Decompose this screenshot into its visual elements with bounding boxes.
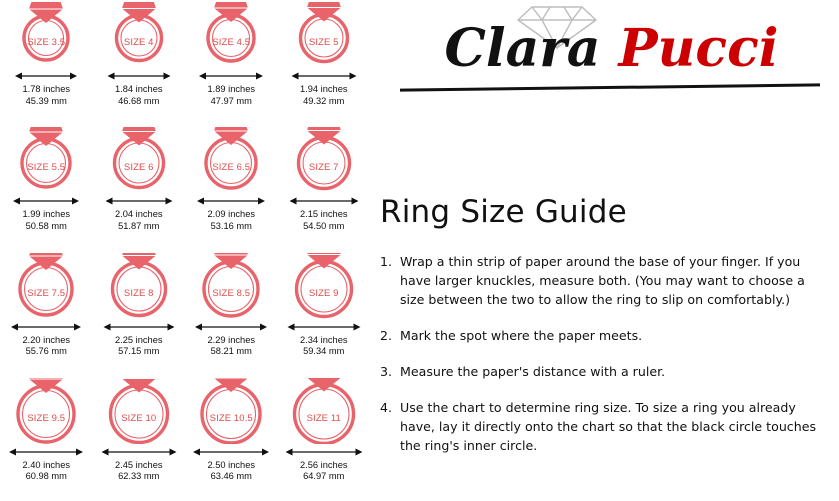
ring-illustration [102,127,176,193]
ring-illustration [194,378,268,444]
ring-measurement [115,209,163,232]
ring-measurement-inches: 2.40 inches [22,459,71,470]
ring-size-cell [185,0,278,125]
ring-size-label: SIZE 9.5 [27,412,66,424]
ring-measurement [300,209,348,232]
ring-measurement-mm: 59.34 mm [303,346,345,356]
ring-size-cell [93,0,186,125]
ring-measurement-mm: 54.50 mm [303,220,345,231]
ring-measurement-inches: 2.09 inches [207,209,256,220]
brand-name [384,18,839,80]
ring-measurement-mm: 58.21 mm [210,346,252,356]
ring-measurement-inches: 1.94 inches [299,84,348,94]
ring-size-cell [185,376,278,501]
ring-measurement-inches: 2.25 inches [114,334,163,345]
ring-measurement [207,84,255,107]
ring-illustration [287,2,361,68]
ring-size-cell [0,376,93,501]
measure-arrow-icon [101,445,177,457]
ring-illustration [9,253,83,319]
measure-arrow-icon [193,320,269,332]
measure-arrow-icon [8,194,84,206]
ring-measurement [207,209,255,232]
ring-illustration [287,127,361,193]
ring-size-chart [0,0,370,501]
ring-measurement-mm: 64.97 mm [303,471,345,482]
ring-measurement-inches: 2.29 inches [207,334,256,345]
step-text: Wrap a thin strip of paper around the base of your finger. If you have larger knuckles, measure both. (You may want to choose a size between the two to allow the ring to slip on comfortably.) [400,254,805,307]
ring-size-cell [185,125,278,250]
ring-size-label: SIZE 7.5 [27,287,66,299]
ring-illustration [194,2,268,68]
ring-illustration [102,253,176,319]
step-number: 2. [380,328,393,343]
ring-measurement-mm: 49.32 mm [303,95,345,106]
ring-measurement [22,209,70,232]
ring-measurement [115,460,163,483]
ring-size-cell [278,0,371,125]
brand-name-first: Clara [444,18,601,79]
measure-arrow-icon [8,320,84,332]
ring-measurement-mm: 51.87 mm [118,220,160,231]
logo-underline [400,83,820,91]
measure-arrow-icon [286,69,362,81]
ring-measurement-mm: 60.98 mm [25,471,67,482]
measure-arrow-icon [286,194,362,206]
ring-measurement-mm: 57.15 mm [118,346,160,356]
measure-arrow-icon [286,320,362,332]
measure-arrow-icon [193,194,269,206]
ring-measurement-mm: 47.97 mm [210,95,252,106]
ring-measurement [207,460,255,483]
step-text: Use the chart to determine ring size. To size a ring you already have, lay it directly onto the chart so that the black circle touches the ring's inner circle. [400,400,817,453]
ring-measurement-mm: 63.46 mm [210,471,252,482]
ring-measurement-mm: 46.68 mm [118,95,160,106]
ring-size-label: SIZE 10 [121,412,157,424]
guide-panel [372,0,839,501]
ring-size-cell [0,0,93,125]
ring-measurement-inches: 2.20 inches [22,334,71,345]
ring-size-cell [278,125,371,250]
ring-size-label: SIZE 11 [306,412,341,424]
ring-size-label: SIZE 5 [308,37,339,48]
brand-logo [372,0,839,112]
ring-illustration [102,378,176,444]
step-number: 1. [380,254,393,269]
ring-size-label: SIZE 10.5 [209,412,253,424]
ring-measurement-mm: 53.16 mm [210,220,252,231]
instruction-step [380,398,820,455]
instruction-step [380,252,820,309]
instruction-step [380,362,820,381]
ring-size-label: SIZE 9 [308,287,339,299]
ring-illustration [102,2,176,68]
measure-arrow-icon [286,445,362,457]
step-number: 3. [380,364,393,379]
ring-measurement [300,84,348,107]
ring-illustration [287,253,361,319]
ring-size-label: SIZE 8.5 [212,287,251,299]
ring-size-label: SIZE 4.5 [212,37,251,48]
ring-size-label: SIZE 6.5 [212,162,251,174]
ring-measurement-inches: 2.34 inches [299,334,348,345]
instruction-step [380,326,820,345]
step-number: 4. [380,400,393,415]
ring-measurement [22,460,70,483]
ring-size-cell [0,125,93,250]
step-text: Measure the paper's distance with a ruler. [400,364,666,379]
ring-measurement-mm: 62.33 mm [118,471,160,482]
ring-measurement-inches: 2.45 inches [114,459,163,470]
ring-illustration [9,2,83,68]
measure-arrow-icon [193,69,269,81]
instruction-list [380,252,820,472]
ring-size-label: SIZE 4 [123,37,154,48]
ring-measurement-mm: 50.58 mm [25,220,67,231]
measure-arrow-icon [101,194,177,206]
ring-illustration [287,378,361,444]
ring-measurement [300,335,348,358]
ring-measurement-inches: 1.99 inches [22,209,71,220]
ring-size-label: SIZE 8 [123,287,154,299]
ring-illustration [9,378,83,444]
ring-size-label: SIZE 7 [308,162,339,174]
ring-measurement-inches: 2.04 inches [114,209,163,220]
ring-measurement-inches: 2.15 inches [299,209,348,220]
ring-size-cell [93,125,186,250]
ring-measurement-mm: 55.76 mm [25,346,67,356]
ring-illustration [194,253,268,319]
brand-name-second: Pucci [618,18,779,79]
ring-measurement-inches: 1.84 inches [114,84,163,94]
measure-arrow-icon [101,320,177,332]
ring-illustration [9,127,83,193]
ring-measurement [22,335,70,358]
ring-measurement [115,335,163,358]
ring-size-label: SIZE 6 [123,162,154,174]
ring-measurement-inches: 1.89 inches [207,84,256,94]
measure-arrow-icon [8,69,84,81]
measure-arrow-icon [101,69,177,81]
ring-measurement-inches: 2.56 inches [299,459,348,470]
ring-illustration [194,127,268,193]
ring-measurement-inches: 2.50 inches [207,459,256,470]
ring-measurement-inches: 1.78 inches [22,84,71,94]
page-title: Ring Size Guide [380,194,627,230]
measure-arrow-icon [8,445,84,457]
ring-size-cell [0,251,93,376]
ring-size-label: SIZE 3.5 [27,37,66,48]
ring-size-cell [93,251,186,376]
ring-size-cell [278,251,371,376]
ring-measurement [300,460,348,483]
step-text: Mark the spot where the paper meets. [400,328,643,343]
ring-size-cell [93,376,186,501]
ring-size-cell [278,376,371,501]
ring-measurement [22,84,70,107]
measure-arrow-icon [193,445,269,457]
ring-size-cell [185,251,278,376]
ring-size-label: SIZE 5.5 [27,162,66,174]
ring-measurement [115,84,163,107]
ring-measurement [207,335,255,358]
ring-measurement-mm: 45.39 mm [25,95,67,106]
